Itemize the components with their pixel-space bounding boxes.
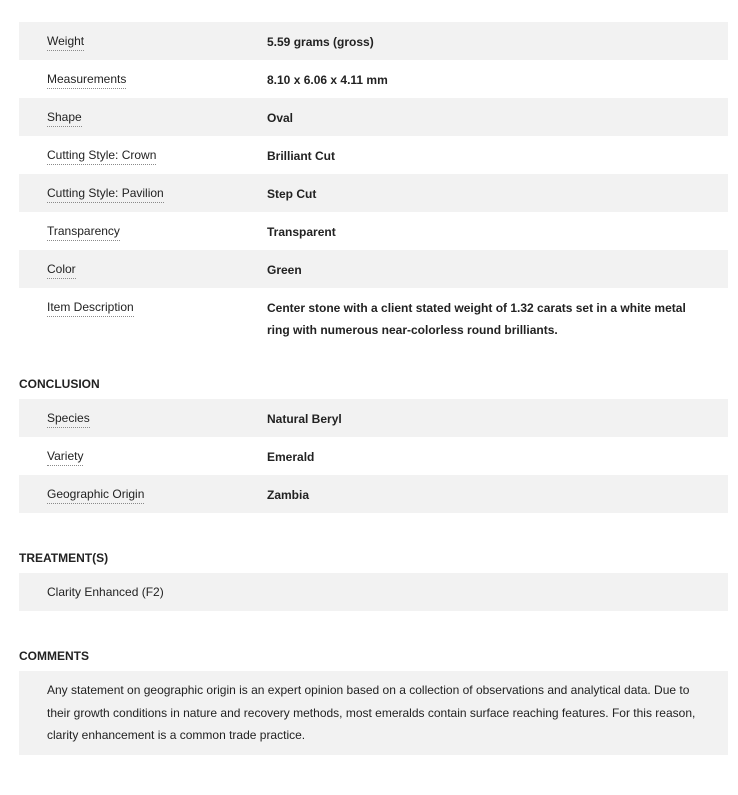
cutting-pavilion-label[interactable]: Cutting Style: Pavilion [47, 186, 164, 203]
species-label[interactable]: Species [47, 411, 90, 428]
treatment-item: Clarity Enhanced (F2) [19, 573, 728, 611]
row-cutting-crown [19, 136, 728, 174]
shape-label[interactable]: Shape [47, 110, 82, 127]
geographic-origin-value: Zambia [267, 488, 310, 502]
conclusion-title: CONCLUSION [19, 377, 100, 391]
species-value: Natural Beryl [267, 412, 342, 426]
row-weight [19, 22, 728, 60]
comments-text: Any statement on geographic origin is an expert opinion based on a collection of observations and analytical data. Due to their growth conditions in nature and recovery methods, most emeralds contain surface reaching features. For this reason, clarity enhancement is a common trade practice. [19, 671, 728, 755]
item-description-label[interactable]: Item Description [47, 300, 134, 317]
comments-title: COMMENTS [19, 649, 89, 663]
weight-value: 5.59 grams (gross) [267, 35, 374, 49]
row-geographic-origin [19, 475, 728, 513]
row-measurements [19, 60, 728, 98]
variety-value: Emerald [267, 450, 315, 464]
geographic-origin-label[interactable]: Geographic Origin [47, 487, 144, 504]
cutting-pavilion-value: Step Cut [267, 187, 317, 201]
row-shape [19, 98, 728, 136]
cutting-crown-label[interactable]: Cutting Style: Crown [47, 148, 156, 165]
weight-label[interactable]: Weight [47, 34, 84, 51]
shape-value: Oval [267, 111, 294, 125]
color-label[interactable]: Color [47, 262, 76, 279]
row-species [19, 399, 728, 437]
item-description-value: Center stone with a client stated weight of 1.32 carats set in a white metal ring with numerous near-colorless round brilliants. [267, 301, 686, 337]
transparency-value: Transparent [267, 225, 336, 239]
treatments-title: TREATMENT(S) [19, 551, 109, 565]
measurements-label[interactable]: Measurements [47, 72, 126, 89]
variety-label[interactable]: Variety [47, 449, 83, 466]
row-color [19, 250, 728, 288]
row-item-description [19, 288, 728, 348]
measurements-value: 8.10 x 6.06 x 4.11 mm [267, 73, 388, 87]
color-value: Green [267, 263, 302, 277]
cutting-crown-value: Brilliant Cut [267, 149, 335, 163]
report-details [19, 22, 728, 755]
row-cutting-pavilion [19, 174, 728, 212]
row-transparency [19, 212, 728, 250]
transparency-label[interactable]: Transparency [47, 224, 120, 241]
row-variety [19, 437, 728, 475]
